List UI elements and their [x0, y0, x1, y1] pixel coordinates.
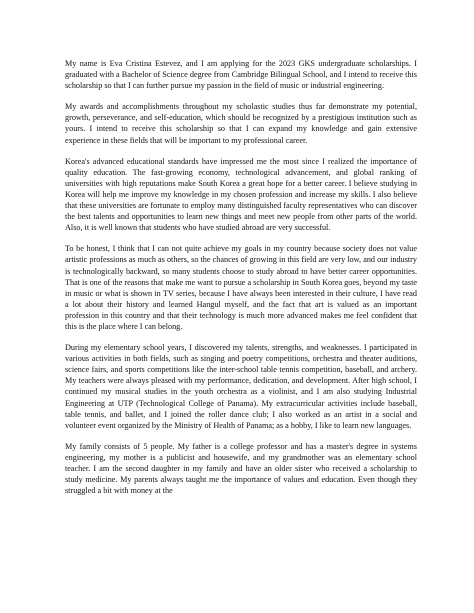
paragraph-accomplishments: My awards and accomplishments throughout my scholastic studies thus far demonstrate my potential, growth, perseverance, and self-education, which should be recognized by a prestigious institution such as yours. I intend to receive this scholarship so that I can expand my knowledge and gain extensive experience in these fields that will be important to my professional career.	[65, 102, 417, 145]
paragraph-introduction: My name is Eva Cristina Estevez, and I am applying for the 2023 GKS undergraduate scholarships. I graduated with a Bachelor of Science degree from Cambridge Bilingual School, and I intend to receive this scholarship so that I can further pursue my passion in the field of music or industrial engineering.	[65, 59, 417, 91]
paragraph-motivation: To be honest, I think that I can not quite achieve my goals in my country because society does not value artistic professions as much as others, so the chances of growing in this field are very low, and our industry is technologically backward, so many students choose to study abroad to have better career opportunities. That is one of the reasons that make me want to pursue a scholarship in South Korea goes, beyond my taste in music or what is shown in TV series, because I have always been interested in their culture, I have read a lot about their history and learned Hangul myself, and the fact that art is valued as an important profession in this country and that their technology is much more advanced makes me feel confident that this is the place where I can belong.	[65, 244, 417, 331]
paragraph-korea-education: Korea's advanced educational standards have impressed me the most since I realized the importance of quality education. The fast-growing economy, technological advancement, and global ranking of universities with high reputations make South Korea a great hope for a better career. I believe studying in Korea will help me improve my knowledge in my chosen profession and increase my skills. I also believe that these universities are fortunate to employ many distinguished faculty representatives who can discover the best talents and opportunities to learn new things and meet new people from other parts of the world. Also, it is well known that students who have studied abroad are very successful.	[65, 156, 417, 233]
document-body	[65, 58, 417, 506]
paragraph-activities: During my elementary school years, I discovered my talents, strengths, and weaknesses. I participated in various activities in both fields, such as singing and poetry competitions, orchestra and theater auditions, science fairs, and sports competitions like the inter-school table tennis competition, baseball, and archery. My teachers were always pleased with my performance, dedication, and development. After high school, I continued my musical studies in the youth orchestra as a violinist, and I am also studying Industrial Engineering at UTP (Technological College of Panama). My extracurricular activities include baseball, table tennis, and ballet, and I joined the roller dance club; I also worked as an artist in a social and volunteer event organized by the Ministry of Health of Panama; as a hobby, I like to learn new languages.	[65, 343, 417, 430]
paragraph-family: My family consists of 5 people. My father is a college professor and has a master's degree in systems engineering, my mother is a publicist and housewife, and my grandmother was an elementary school teacher. I am the second daughter in my family and have an older sister who received a scholarship to study medicine. My parents always taught me the importance of values and education. Even though they struggled a bit with money at the	[65, 441, 417, 496]
